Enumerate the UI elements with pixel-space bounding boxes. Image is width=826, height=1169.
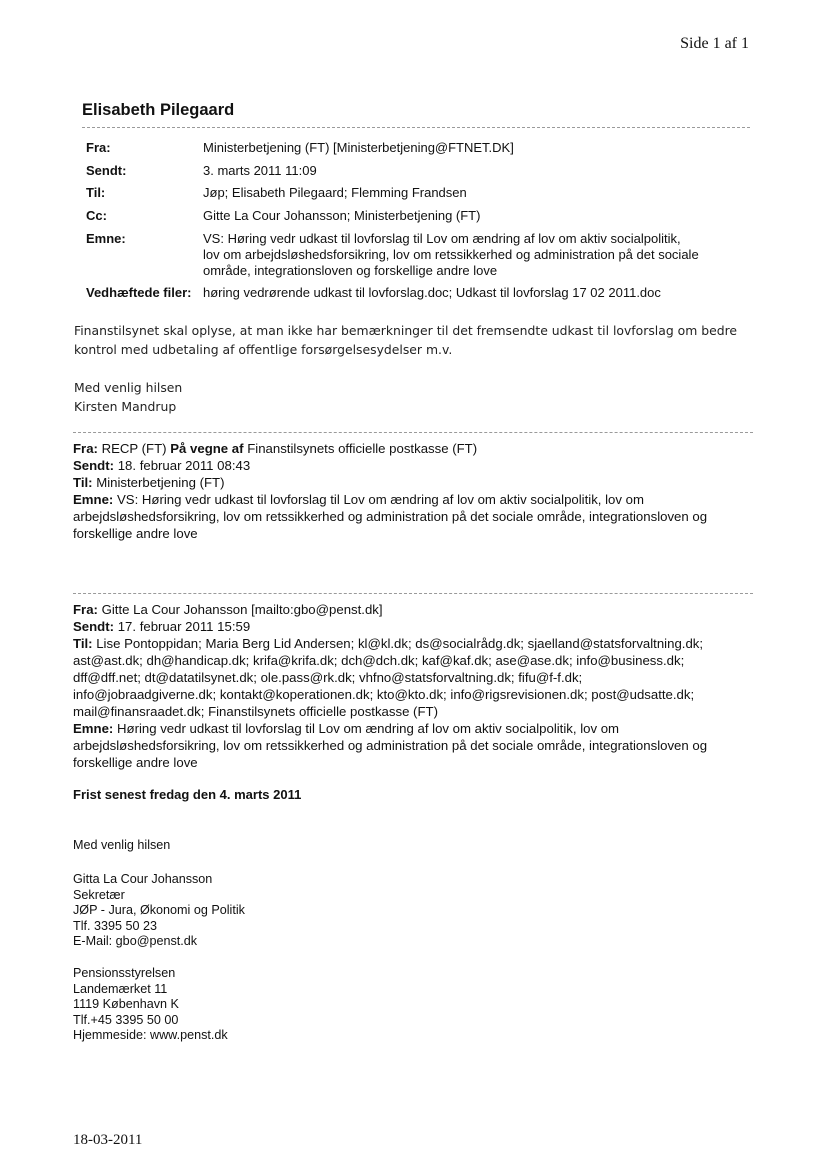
- closing-text: Med venlig hilsen: [74, 380, 183, 395]
- body-line: Finanstilsynet skal oplyse, at man ikke har bemærkninger til det fremsendte udkast til lovforslag om bedre: [74, 323, 738, 338]
- header-divider: [82, 127, 750, 128]
- signature-line: E-Mail: gbo@penst.dk: [73, 934, 198, 949]
- forwarded-message-2: [73, 601, 707, 771]
- forward-divider: [73, 432, 753, 433]
- fwd1-from-label: Fra:: [73, 441, 98, 456]
- fwd2-to-line: info@jobraadgiverne.dk; kontakt@koperationen.dk; kto@kto.dk; info@rigsrevisionen.dk; post@udsatte.dk;: [73, 687, 695, 702]
- subject-label: Emne:: [86, 231, 126, 246]
- fwd2-subject-line: forskellige andre love: [73, 755, 198, 770]
- cc-value: Gitte La Cour Johansson; Ministerbetjening (FT): [203, 208, 481, 223]
- fwd1-on-behalf-value: Finanstilsynets officielle postkasse (FT): [247, 441, 478, 456]
- fwd2-subject-line: arbejdsløshedsforsikring, lov om retssikkerhed og administration på det sociale område, integrationsloven og: [73, 738, 708, 753]
- address-line: Hjemmeside: www.penst.dk: [73, 1028, 228, 1043]
- fwd2-to-line: dff@dff.net; dt@datatilsynet.dk; ole.pass@rk.dk; vhfno@statsforvaltning.dk; fifu@f-f.dk;: [73, 670, 583, 685]
- fwd1-subject-line: arbejdsløshedsforsikring, lov om retssikkerhed og administration på det sociale område, integrationsloven og: [73, 509, 708, 524]
- fwd1-from-value: RECP (FT): [101, 441, 167, 456]
- fwd2-sent-label: Sendt:: [73, 619, 115, 634]
- fwd2-from-label: Fra:: [73, 602, 98, 617]
- fwd1-subject-value: VS: Høring vedr udkast til lovforslag til Lov om ændring af lov om aktiv socialpolitik, lov om: [116, 492, 644, 507]
- fwd1-to-value: Ministerbetjening (FT): [96, 475, 225, 490]
- message-closing: [74, 378, 182, 416]
- subject-line: lov om arbejdsløshedsforsikring, lov om retssikkerhed og administration på det sociale: [203, 247, 699, 262]
- attachments-value: høring vedrørende udkast til lovforslag.doc; Udkast til lovforslag 17 02 2011.doc: [203, 285, 661, 300]
- address-line: Tlf.+45 3395 50 00: [73, 1012, 179, 1027]
- forward-divider: [73, 593, 753, 594]
- address-line: Landemærket 11: [73, 981, 168, 996]
- sent-value: 3. marts 2011 11:09: [203, 163, 317, 178]
- sent-label: Sendt:: [86, 163, 127, 178]
- deadline-notice: Frist senest fredag den 4. marts 2011: [73, 787, 302, 802]
- body-line: kontrol med udbetaling af offentlige forsørgelsesydelser m.v.: [74, 342, 453, 357]
- signature-line: Gitta La Cour Johansson: [73, 872, 213, 886]
- fwd1-on-behalf-label: På vegne af: [170, 441, 244, 456]
- forwarded-message-1: [73, 440, 707, 542]
- sender-name: Elisabeth Pilegaard: [82, 101, 235, 119]
- fwd2-signature: [73, 872, 245, 950]
- fwd2-subject-value: Høring vedr udkast til lovforslag til Lov om ændring af lov om aktiv socialpolitik, lov om: [116, 721, 620, 736]
- fwd2-subject-label: Emne:: [73, 721, 114, 736]
- fwd2-to-line: ast@ast.dk; dh@handicap.dk; krifa@krifa.dk; dch@dch.dk; kaf@kaf.dk; ase@ase.dk; info@business.dk;: [73, 653, 685, 668]
- signature-line: Sekretær: [73, 887, 125, 902]
- signature-line: JØP - Jura, Økonomi og Politik: [73, 903, 245, 918]
- cc-label: Cc:: [86, 208, 107, 223]
- to-value: Jøp; Elisabeth Pilegaard; Flemming Frandsen: [203, 185, 467, 200]
- fwd2-to-line: mail@finansraadet.dk; Finanstilsynets officielle postkasse (FT): [73, 704, 438, 719]
- fwd2-to-value: Lise Pontoppidan; Maria Berg Lid Andersen; kl@kl.dk; ds@socialrådg.dk; sjaelland@statsforvaltning.dk;: [96, 636, 704, 651]
- subject-value: [203, 231, 699, 279]
- from-value: Ministerbetjening (FT) [Ministerbetjening@FTNET.DK]: [203, 140, 514, 155]
- address-line: 1119 København K: [73, 997, 179, 1012]
- subject-line: område, integrationsloven og forskellige andre love: [203, 263, 498, 278]
- footer-date: 18-03-2011: [73, 1132, 143, 1148]
- fwd1-to-label: Til:: [73, 475, 93, 490]
- attachments-label: Vedhæftede filer:: [86, 285, 192, 300]
- fwd2-from-value: Gitte La Cour Johansson [mailto:gbo@penst.dk]: [101, 602, 383, 617]
- fwd1-subject-label: Emne:: [73, 492, 114, 507]
- to-label: Til:: [86, 185, 106, 200]
- signature-name: Kirsten Mandrup: [74, 399, 177, 414]
- signature-line: Tlf. 3395 50 23: [73, 918, 158, 933]
- fwd2-sent-value: 17. februar 2011 15:59: [117, 619, 251, 634]
- from-label: Fra:: [86, 140, 111, 155]
- fwd2-to-label: Til:: [73, 636, 93, 651]
- address-line: Pensionsstyrelsen: [73, 966, 176, 980]
- message-body: [74, 321, 737, 359]
- fwd1-sent-label: Sendt:: [73, 458, 115, 473]
- subject-line: VS: Høring vedr udkast til lovforslag til Lov om ændring af lov om aktiv socialpolitik,: [203, 231, 681, 246]
- fwd1-subject-line: forskellige andre love: [73, 526, 198, 541]
- fwd2-closing: Med venlig hilsen: [73, 838, 171, 852]
- fwd1-sent-value: 18. februar 2011 08:43: [117, 458, 251, 473]
- page-number: Side 1 af 1: [680, 35, 749, 52]
- fwd2-address: [73, 966, 228, 1044]
